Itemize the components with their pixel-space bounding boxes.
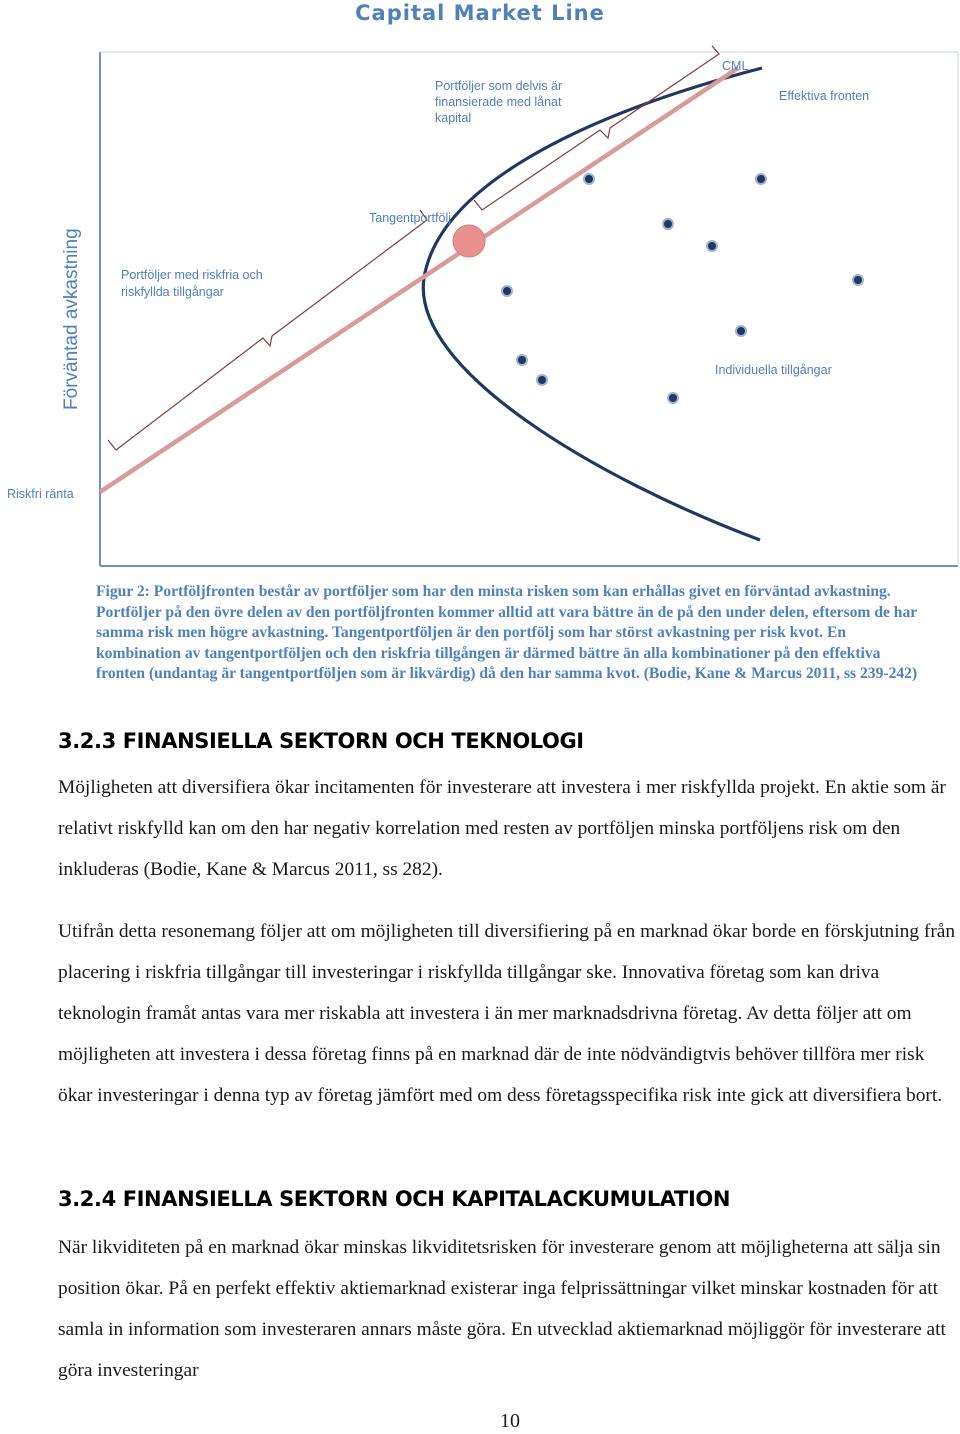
tangent-portfolio-marker — [453, 225, 485, 257]
asset-point — [736, 326, 746, 336]
asset-point — [756, 174, 766, 184]
section-heading-3-2-3: 3.2.3 FINANSIELLA SEKTORN OCH TEKNOLOGI — [58, 729, 584, 753]
borrowed-label: Portföljer som delvis är finansierade med lånat kapital — [435, 79, 563, 125]
asset-point — [502, 286, 512, 296]
efficient-frontier-curve — [423, 68, 762, 540]
cml-label: CML — [722, 59, 749, 73]
body-paragraph: När likviditeten på en marknad ökar minskas likviditetsrisken för investerare genom att möjligheterna att sälja sin position ökar. På en perfekt effektiv aktiemarknad existerar inga felprissättningar vilket minskar kostnaden för att samla in information som investeraren annars måste göra. En utvecklad aktiemarknad möjliggör för investerare att göra investeringar — [58, 1237, 946, 1381]
asset-point — [853, 275, 863, 285]
riskfree-rate-label: Riskfri ränta — [7, 487, 74, 501]
asset-point — [537, 375, 547, 385]
brace-borrowed — [474, 46, 719, 210]
asset-point — [517, 355, 527, 365]
brace-riskfree-mix — [108, 210, 427, 450]
individual-assets-label: Individuella tillgångar — [715, 363, 832, 377]
figure-caption: Figur 2: Portföljfronten består av portföljer som har den minsta risken som kan erhållas givet en förväntad avkastning. Portföljer på den övre delen av den portföljfronten kommer alltid att vara bättre än de på den under delen, eftersom de har samma risk men högre avkastning. Tangentportföljen är den portfölj som har störst avkastning per risk kvot. En kombination av tangentportföljen och den riskfria tillgången är därmed bättre än alla kombinationer på den effektiva fronten (undantag är tangentportföljen som är likvärdig) då den har samma kvot. (Bodie, Kane & Marcus 2011, ss 239-242) — [96, 583, 918, 682]
asset-point — [663, 219, 673, 229]
asset-point — [668, 393, 678, 403]
riskfree-mix-label: Portföljer med riskfria och riskfyllda tillgångar — [121, 268, 263, 299]
tangent-portfolio-label: Tangentportfölj — [369, 211, 452, 225]
capital-market-line-figure — [0, 40, 960, 570]
asset-point — [584, 174, 594, 184]
efficient-frontier-label: Effektiva fronten — [779, 89, 870, 103]
y-axis-label: Förväntad avkastning — [61, 228, 82, 410]
asset-point — [707, 241, 717, 251]
body-paragraph: Utifrån detta resonemang följer att om möjligheten till diversifiering på en marknad ökar borde en förskjutning från placering i riskfria tillgångar till investeringar i riskfyllda tillgångar ske. Innovativa företag som kan driva teknologin framåt antas vara mer riskabla att investera i än mer marknadsdrivna företag. Av detta följer att om möjligheten att investera i dessa företag finns på en marknad där de inte nödvändigtvis behöver tillföra mer risk ökar investeringar i denna typ av företag jämfört med om dess företagsspecifika risk inte gick att diversifiera bort. — [58, 921, 956, 1106]
body-paragraph: Möjligheten att diversifiera ökar incitamenten för investerare att investera i mer riskfyllda projekt. En aktie som är relativt riskfylld kan om den har negativ korrelation med resten av portföljen minska portföljens risk om den inkluderas (Bodie, Kane & Marcus 2011, ss 282). — [58, 777, 946, 880]
page-number: 10 — [500, 1410, 520, 1432]
page-title: Capital Market Line — [355, 1, 605, 25]
section-heading-3-2-4: 3.2.4 FINANSIELLA SEKTORN OCH KAPITALACKUMULATION — [58, 1187, 730, 1211]
